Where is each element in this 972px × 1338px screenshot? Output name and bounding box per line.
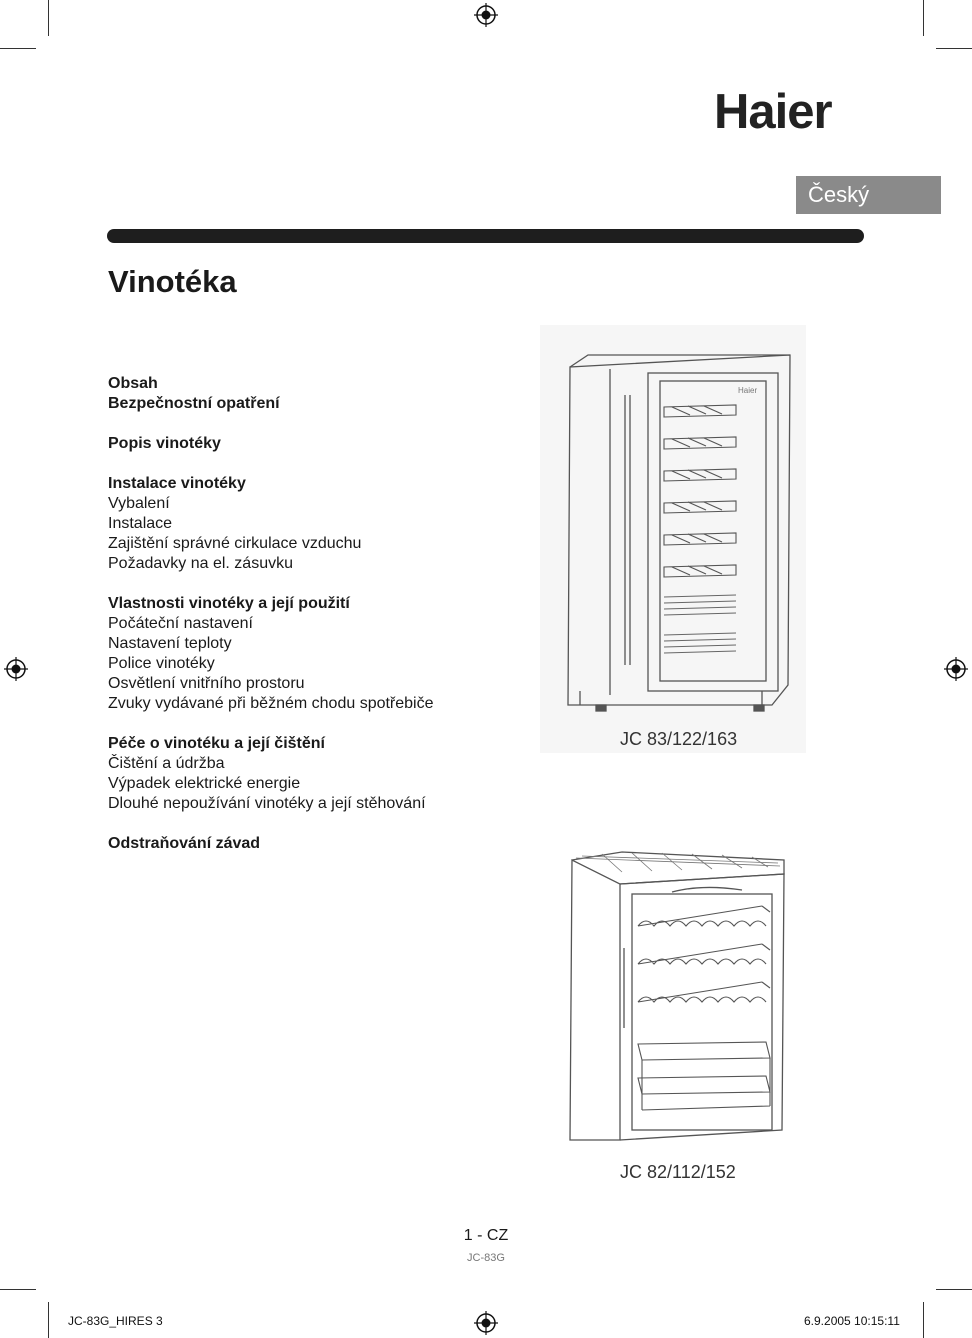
page-title: Vinotéka [108,264,237,299]
toc-spacer [108,414,528,434]
crop-mark [48,1302,49,1338]
crop-mark [936,48,972,49]
wine-cooler-short-illustration [562,848,790,1144]
toc-item: Dlouhé nepoužívání vinotéky a její stěhování [108,795,426,812]
registration-mark-icon [944,657,968,681]
crop-mark [936,1289,972,1290]
print-slug-file: JC-83G_HIRES 3 [68,1314,163,1328]
crop-mark [923,1302,924,1338]
crop-mark [0,1289,36,1290]
registration-mark-icon [474,3,498,27]
svg-text:Haier: Haier [738,386,758,395]
document-code: JC-83G [467,1252,505,1264]
crop-mark [0,48,36,49]
figure-caption-short: JC 82/112/152 [620,1162,736,1182]
print-slug-datetime: 6.9.2005 10:15:11 [804,1314,900,1328]
rack-drawing [638,982,770,1002]
toc-item: Zvuky vydávané při běžném chodu spotřebiče [108,695,434,712]
toc-item: Osvětlení vnitřního prostoru [108,675,305,692]
toc-item: Vybalení [108,495,170,512]
header-rule [107,229,864,243]
toc-item: Požadavky na el. zásuvku [108,555,293,572]
crop-mark [923,0,924,36]
toc-spacer [108,454,528,474]
wine-cooler-tall-illustration [540,325,806,753]
toc-item: Výpadek elektrické energie [108,775,301,792]
toc-heading: Instalace vinotéky [108,475,246,492]
toc-heading: Popis vinotéky [108,435,221,452]
toc-spacer [108,574,528,594]
toc-item: Počáteční nastavení [108,615,253,632]
figure-caption-tall: JC 83/122/163 [620,729,738,749]
rack-drawing [638,944,770,964]
toc-item: Instalace [108,515,173,532]
brand-logo: Haier [714,85,832,139]
toc-heading: Odstraňování závad [108,835,261,852]
registration-mark-icon [474,1311,498,1335]
rack-drawing [638,906,770,926]
toc-heading: Bezpečnostní opatření [108,395,280,412]
toc-heading: Obsah [108,375,158,392]
toc-spacer [108,714,528,734]
registration-mark-icon [4,657,28,681]
table-of-contents [108,374,528,854]
crop-mark [48,0,49,36]
toc-item: Zajištění správné cirkulace vzduchu [108,535,362,552]
toc-spacer [108,814,528,834]
language-tab: Český [796,176,941,214]
toc-heading: Vlastnosti vinotéky a její použití [108,595,350,612]
toc-heading: Péče o vinotéku a její čištění [108,735,325,752]
toc-item: Čištění a údržba [108,755,225,772]
toc-item: Police vinotéky [108,655,215,672]
page-number: 1 - CZ [463,1227,509,1244]
toc-item: Nastavení teploty [108,635,232,652]
